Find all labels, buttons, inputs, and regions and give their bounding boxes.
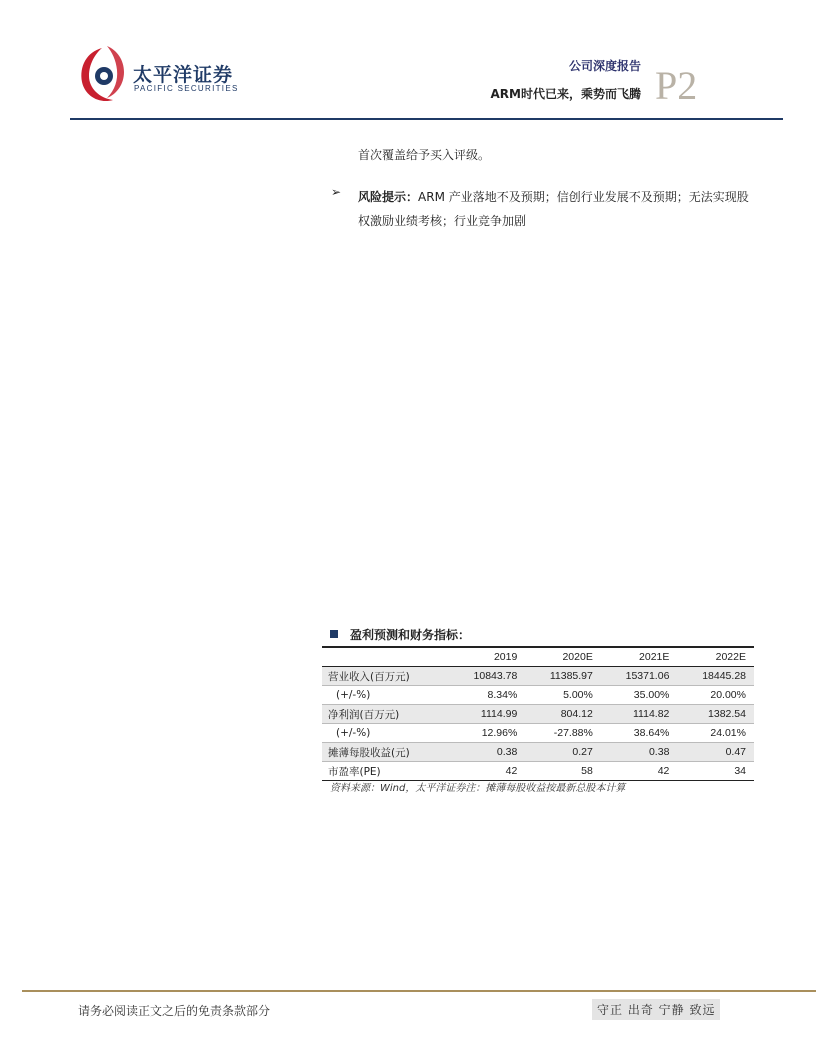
row-label: 净利润(百万元) <box>322 705 449 724</box>
table-cell: 58 <box>525 762 601 781</box>
table-header-cell: 2020E <box>525 648 601 667</box>
footer-disclaimer: 请务必阅读正文之后的免责条款部分 <box>78 1004 271 1018</box>
page-number: P2 <box>655 63 698 108</box>
company-logo-icon <box>77 44 127 106</box>
rating-paragraph: 首次覆盖给予买入评级。 <box>358 148 491 162</box>
table-cell: 18445.28 <box>677 667 754 686</box>
table-source-note: 资料来源：Wind，太平洋证券注：摊薄每股收益按最新总股本计算 <box>330 783 626 794</box>
table-cell: 38.64% <box>601 724 678 743</box>
table-cell: 12.96% <box>449 724 526 743</box>
table-cell: 35.00% <box>601 686 678 705</box>
logo-english-name: PACIFIC SECURITIES <box>134 84 239 93</box>
financial-forecast-table <box>322 648 754 781</box>
table-row <box>322 667 754 686</box>
table-header-cell <box>322 648 449 667</box>
row-label: 营业收入(百万元) <box>322 667 449 686</box>
header-divider <box>70 118 783 120</box>
table-row <box>322 743 754 762</box>
report-subtitle: ARM时代已来，乘势而飞腾 <box>490 87 641 101</box>
table-header-cell: 2021E <box>601 648 678 667</box>
table-cell: 1114.99 <box>449 705 526 724</box>
table-row <box>322 686 754 705</box>
table-cell: 0.27 <box>525 743 601 762</box>
table-cell: 10843.78 <box>449 667 526 686</box>
logo-chinese-name: 太平洋证券 <box>133 64 234 86</box>
table-header-row <box>322 648 754 667</box>
risk-label: 风险提示： <box>358 190 419 204</box>
row-label: (+/-%) <box>322 686 449 705</box>
table-cell: 1114.82 <box>601 705 678 724</box>
table-cell: 42 <box>601 762 678 781</box>
table-title <box>330 626 470 643</box>
square-bullet-icon <box>330 630 338 638</box>
table-cell: 0.47 <box>677 743 754 762</box>
table-cell: 15371.06 <box>601 667 678 686</box>
row-label: 摊薄每股收益(元) <box>322 743 449 762</box>
table-cell: 11385.97 <box>525 667 601 686</box>
footer-motto: 守正 出奇 宁静 致远 <box>592 999 720 1020</box>
table-cell: 24.01% <box>677 724 754 743</box>
table-cell: 8.34% <box>449 686 526 705</box>
table-cell: 804.12 <box>525 705 601 724</box>
table-row <box>322 762 754 781</box>
table-header-cell: 2022E <box>677 648 754 667</box>
table-cell: 0.38 <box>601 743 678 762</box>
table-cell: -27.88% <box>525 724 601 743</box>
table-row <box>322 705 754 724</box>
footer-divider <box>22 990 816 992</box>
table-cell: 0.38 <box>449 743 526 762</box>
table-cell: 20.00% <box>677 686 754 705</box>
row-label: (+/-%) <box>322 724 449 743</box>
table-cell: 34 <box>677 762 754 781</box>
report-type: 公司深度报告 <box>568 59 641 73</box>
table-header-cell: 2019 <box>449 648 526 667</box>
risk-warning-paragraph <box>358 185 753 233</box>
table-cell: 5.00% <box>525 686 601 705</box>
risk-text: ARM 产业落地不及预期；信创行业发展不及预期；无法实现股权激励业绩考核；行业竞争加剧 <box>358 190 749 228</box>
bullet-arrow-icon: ➢ <box>331 185 342 199</box>
table-row <box>322 724 754 743</box>
table-cell: 1382.54 <box>677 705 754 724</box>
table-title-text: 盈利预测和财务指标： <box>350 628 471 642</box>
row-label: 市盈率(PE) <box>322 762 449 781</box>
table-cell: 42 <box>449 762 526 781</box>
